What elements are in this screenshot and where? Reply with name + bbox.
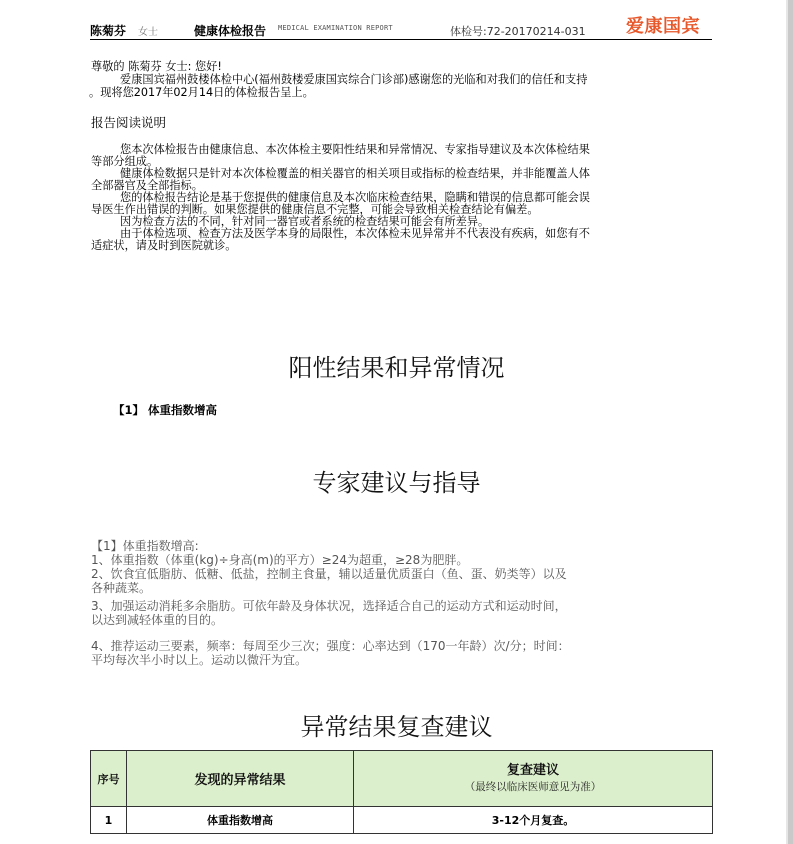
report-header [90,10,712,40]
guide-line: 等部分组成。 [91,155,159,168]
advice-line: 各种蔬菜。 [91,581,152,595]
cell-advice: 3-12个月复查。 [354,807,713,834]
report-title-en: MEDICAL EXAMINATION REPORT [278,24,393,32]
guide-line: 因为检查方法的不同，针对同一器官或者系统的检查结果可能会有所差异。 [120,215,490,228]
exam-number: 体检号:72-20170214-031 [450,25,586,38]
salutation: 尊敬的 陈菊芬 女士: 您好! [91,60,222,73]
guide-line: 您的体检报告结论是基于您提供的健康信息及本次临床检查结果，隐瞒和错误的信息都可能会误 [120,191,590,204]
advice-line: 【1】体重指数增高: [91,539,199,553]
guide-line: 导医生作出错误的判断。如果您提供的健康信息不完整，可能会导致相关检查结论有偏差。 [91,203,539,216]
patient-gender: 女士 [138,27,158,38]
guide-heading: 报告阅读说明 [91,115,167,130]
guide-line: 健康体检数据只是针对本次体检覆盖的相关器官的相关项目或指标的检查结果，并非能覆盖人体 [120,167,590,180]
patient-name: 陈菊芬 [90,24,127,38]
greeting-line-1: 爱康国宾福州鼓楼体检中心(福州鼓楼爱康国宾综合门诊部)感谢您的光临和对我们的信任和支持 [120,73,588,86]
recheck-table [90,750,713,834]
brand-logo-text: 爱康国宾 [626,16,700,37]
advice-line: 以达到减轻体重的目的。 [91,613,224,627]
section-title-expert: 专家建议与指导 [312,469,481,497]
guide-line: 您本次体检报告由健康信息、本次体检主要阳性结果和异常情况、专家指导建议及本次体检结果 [120,143,590,156]
advice-line: 2、饮食宜低脂肪、低糖、低盐，控制主食量，辅以适量优质蛋白（鱼、蛋、奶类等）以及 [91,567,567,581]
section-title-positive: 阳性结果和异常情况 [288,354,505,382]
advice-line: 平均每次半小时以上。运动以微汗为宜。 [91,653,308,667]
greeting-line-2: 。现将您2017年02月14日的体检报告呈上。 [89,86,314,99]
guide-line: 由于体检选项、检查方法及医学本身的局限性，本次体检未见异常并不代表没有疾病，如您有不 [120,227,590,240]
col-header-advice [354,751,713,807]
advice-line: 3、加强运动消耗多余脂肪。可依年龄及身体状况，选择适合自己的运动方式和运动时间， [91,599,567,613]
cell-finding: 体重指数增高 [127,807,354,834]
col-header-finding: 发现的异常结果 [127,751,354,807]
col-header-advice-note: （最终以临床医师意见为准） [464,780,602,793]
guide-line: 适症状，请及时到医院就诊。 [91,239,237,252]
section-title-recheck: 异常结果复查建议 [300,713,493,741]
table-row [91,807,713,834]
advice-line: 4、推荐运动三要素，频率：每周至少三次；强度：心率达到（170一年龄）次/分；时间： [91,639,570,653]
report-title: 健康体检报告 [194,24,267,38]
advice-line: 1、体重指数（体重(kg)÷身高(m)的平方）≥24为超重，≥28为肥胖。 [91,553,469,567]
finding-item: 【1】 体重指数增高 [113,403,218,417]
table-header-row [91,751,713,807]
guide-line: 全部器官及全部指标。 [91,179,203,192]
col-header-no: 序号 [91,751,127,807]
col-header-advice-label: 复查建议 [506,762,559,778]
cell-no: 1 [91,807,127,834]
